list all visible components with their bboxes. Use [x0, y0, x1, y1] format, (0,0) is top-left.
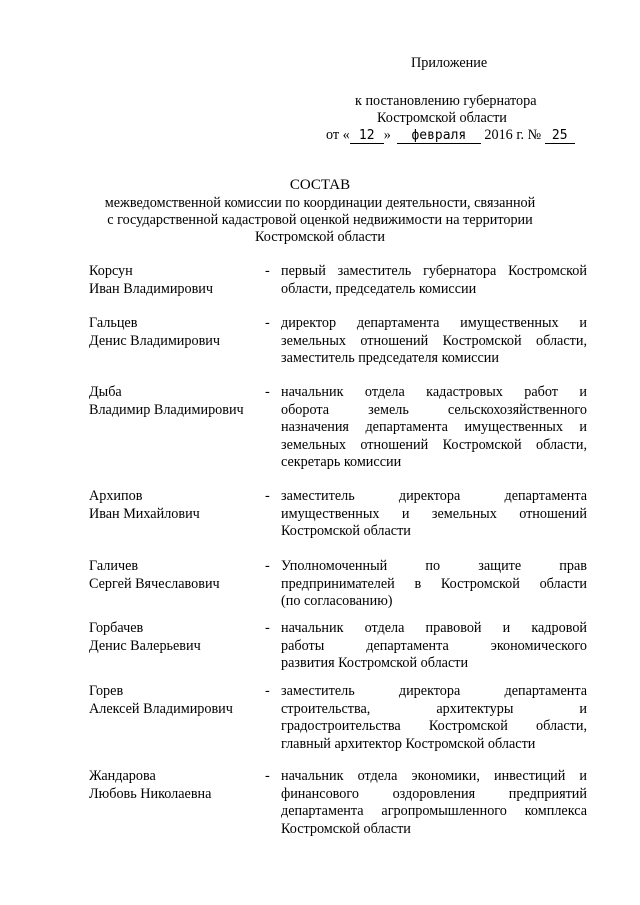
- role-line: земельных отношений Костромской области,: [281, 332, 587, 349]
- member-full-name: [89, 488, 264, 523]
- date-day-close: »: [383, 127, 391, 143]
- role-line: строительства, архитектуры и: [281, 700, 587, 717]
- member-surname: Горбачев: [89, 620, 144, 636]
- member-dash: -: [265, 558, 270, 574]
- role-line: заместитель директора департамента: [281, 488, 587, 504]
- appendix-title: Приложение: [411, 55, 488, 71]
- member-dash: -: [265, 384, 270, 400]
- document-subtitle-line-3: Костромской области: [255, 229, 385, 245]
- member-role: [281, 683, 587, 753]
- role-line: главный архитектор Костромской области: [281, 735, 536, 752]
- date-year-number-label: 2016 г. №: [484, 127, 542, 143]
- role-line: Уполномоченный по защите прав: [281, 558, 587, 574]
- role-line: работы департамента экономического: [281, 637, 587, 654]
- role-line: секретарь комиссии: [281, 454, 402, 471]
- role-line: начальник отдела кадастровых работ и: [281, 384, 587, 400]
- member-role: [281, 263, 587, 298]
- member-role: [281, 620, 587, 673]
- appendix-region-line: Костромской области: [377, 110, 507, 126]
- role-line: Костромской области: [281, 523, 411, 540]
- role-line: Костромской области: [281, 820, 411, 837]
- member-dash: -: [265, 488, 270, 504]
- member-full-name: [89, 315, 264, 350]
- member-dash: -: [265, 263, 270, 279]
- role-line: финансового оздоровления предприятий: [281, 785, 587, 802]
- member-given-name: Любовь Николаевна: [89, 785, 212, 802]
- member-given-name: Сергей Вячеславович: [89, 575, 220, 592]
- date-day: 12: [350, 128, 384, 144]
- member-given-name: Денис Владимирович: [89, 332, 221, 349]
- role-line: заместитель председателя комиссии: [281, 350, 499, 367]
- member-given-name: Владимир Владимирович: [89, 401, 244, 418]
- role-line: первый заместитель губернатора Костромской: [281, 263, 587, 279]
- role-line: назначения департамента имущественных и: [281, 419, 587, 436]
- member-full-name: [89, 768, 264, 803]
- member-given-name: Денис Валерьевич: [89, 637, 201, 654]
- member-role: [281, 315, 587, 368]
- date-prefix: от «: [326, 127, 350, 143]
- role-line: имущественных и земельных отношений: [281, 505, 587, 522]
- appendix-decree-line: к постановлению губернатора: [355, 93, 537, 109]
- member-full-name: [89, 620, 264, 655]
- role-line: департамента агропромышленного комплекса: [281, 803, 587, 820]
- member-full-name: [89, 384, 264, 419]
- member-full-name: [89, 683, 264, 718]
- decree-number: 25: [545, 128, 575, 144]
- document-subtitle-line-2: с государственной кадастровой оценкой недвижимости на территории: [107, 212, 533, 228]
- member-surname: Гальцев: [89, 315, 138, 331]
- member-given-name: Алексей Владимирович: [89, 700, 233, 717]
- member-surname: Корсун: [89, 263, 133, 279]
- role-line: (по согласованию): [281, 593, 393, 610]
- member-dash: -: [265, 768, 270, 784]
- document-title: СОСТАВ: [289, 177, 351, 193]
- role-line: предпринимателей в Костромской области: [281, 575, 587, 592]
- role-line: заместитель директора департамента: [281, 683, 587, 699]
- member-full-name: [89, 263, 264, 298]
- member-dash: -: [265, 683, 270, 699]
- role-line: директор департамента имущественных и: [281, 315, 587, 331]
- role-line: начальник отдела экономики, инвестиций и: [281, 768, 587, 784]
- role-line: градостроительства Костромской области,: [281, 718, 587, 735]
- member-surname: Галичев: [89, 558, 139, 574]
- member-role: [281, 558, 587, 611]
- appendix-date-line: [326, 127, 575, 145]
- member-role: [281, 488, 587, 541]
- role-line: развития Костромской области: [281, 655, 469, 672]
- member-dash: -: [265, 620, 270, 636]
- date-month: февраля: [397, 128, 481, 144]
- member-given-name: Иван Владимирович: [89, 280, 214, 297]
- member-surname: Архипов: [89, 488, 143, 504]
- member-role: [281, 768, 587, 838]
- member-role: [281, 384, 587, 472]
- role-line: области, председатель комиссии: [281, 280, 477, 297]
- member-surname: Жандарова: [89, 768, 156, 784]
- role-line: земельных отношений Костромской области,: [281, 436, 587, 453]
- member-given-name: Иван Михайлович: [89, 505, 200, 522]
- member-dash: -: [265, 315, 270, 331]
- role-line: оборота земель сельскохозяйственного: [281, 401, 587, 418]
- role-line: начальник отдела правовой и кадровой: [281, 620, 587, 636]
- document-subtitle-line-1: межведомственной комиссии по координации деятельности, связанной: [104, 195, 536, 211]
- member-surname: Горев: [89, 683, 124, 699]
- member-surname: Дыба: [89, 384, 122, 400]
- member-full-name: [89, 558, 264, 593]
